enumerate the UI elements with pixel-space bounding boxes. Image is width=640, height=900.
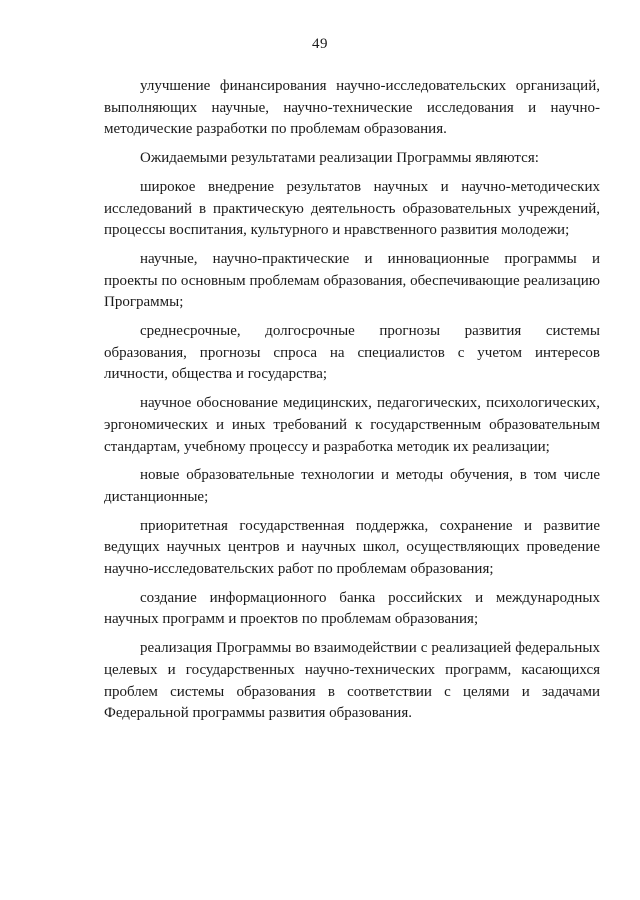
page-number: 49	[312, 36, 328, 52]
paragraph-forecasts: среднесрочные, долгосрочные прогнозы развития системы образования, прогнозы спроса на специалистов с учетом интересов личности, общества и государства;	[104, 323, 600, 383]
paragraph-program-implementation: реализация Программы во взаимодействии с реализацией федеральных целевых и государственных научно-технических программ, касающихся проблем системы образования в соответствии с целями и задачами Федеральной программы развития образования.	[104, 640, 600, 722]
paragraph-standards-justification: научное обоснование медицинских, педагогических, психологических, эргономических и иных требований к государственным образовательным стандартам, учебному процессу и разработка методик их реализации;	[104, 395, 600, 455]
paragraph-funding: улучшение финансирования научно-исследовательских организаций, выполняющих научные, научно-технические исследования и научно-методические разработки по проблемам образования.	[104, 78, 600, 138]
paragraph-technologies: новые образовательные технологии и методы обучения, в том числе дистанционные;	[104, 467, 600, 505]
paragraph-research-implementation: широкое внедрение результатов научных и научно-методических исследований в практическую деятельность образовательных учреждений, процессы воспитания, культурного и нравственного развития молодежи;	[104, 178, 600, 239]
paragraph-expected-results: Ожидаемыми результатами реализации Программы являются:	[140, 150, 539, 167]
body-text	[104, 76, 600, 732]
paragraph-programs-projects: научные, научно-практические и инновационные программы и проекты по основным проблемам образования, обеспечивающие реализацию Программы;	[104, 250, 600, 311]
paragraph-information-bank: создание информационного банка российских и международных научных программ и проектов по проблемам образования;	[104, 589, 600, 628]
paragraph-state-support: приоритетная государственная поддержка, сохранение и развитие ведущих научных центров и научных школ, осуществляющих проведение научно-исследовательских работ по проблемам образования;	[104, 517, 600, 578]
